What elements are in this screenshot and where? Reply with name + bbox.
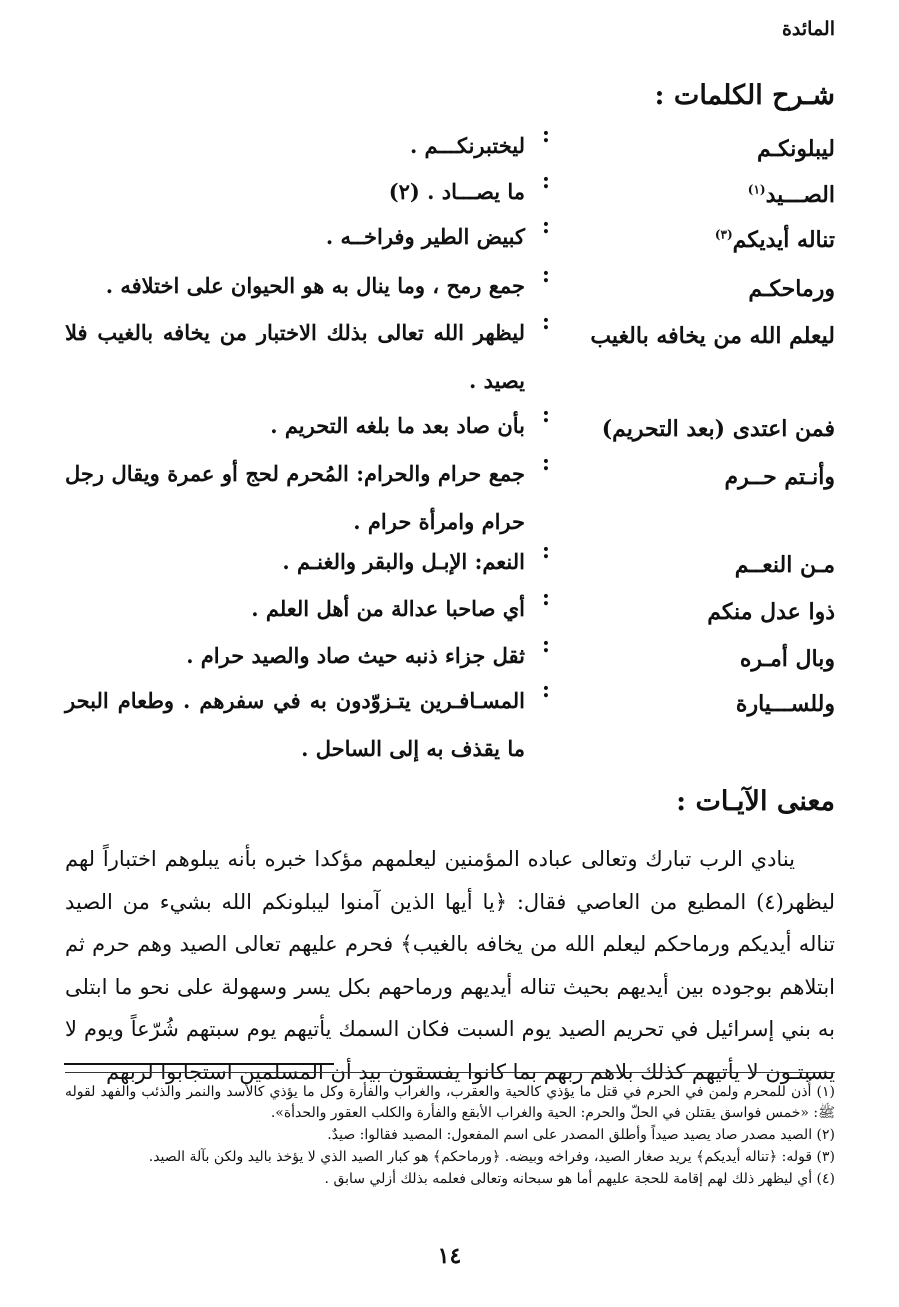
glossary-colon: : bbox=[541, 213, 550, 239]
glossary-term bbox=[600, 227, 835, 253]
glossary-term bbox=[600, 182, 835, 208]
footnote-1: (١) أُذن للمحرم ولمن في الحرم في قتل ما يؤذي كالحية والعقرب، والغراب والفأرة وكل ما يؤذي كالأسد والنمر والذئب والفهد لقوله ﷺ: «خمس فواسق يقتلن في الحلّ والحرم: الحية والغراب الأبقع والفأرة والكلب العقور والحدأة». bbox=[65, 1084, 835, 1121]
footnote-marker: (١) bbox=[747, 182, 766, 197]
glossary-row bbox=[65, 309, 835, 393]
footnote-divider bbox=[65, 1072, 835, 1073]
glossary-colon: : bbox=[541, 402, 550, 428]
glossary-definition: النعم: الإبـل والبقر والغنـم . bbox=[282, 549, 525, 574]
glossary-term bbox=[600, 464, 835, 490]
glossary-definition: ثقل جزاء ذنبه حيث صاد والصيد حرام . bbox=[186, 643, 525, 668]
glossary-term-text: وأنـتم حــرم bbox=[724, 464, 835, 490]
meaning-paragraph: ينادي الرب تبارك وتعالى عباده المؤمنين ليعلمهم مؤكدا خبره بأنه يبلوهم اختباراً لهم ليظهر(٤) المطيع من العاصي فقال: ﴿يا أيها الذين آمنوا ليبلونكم الله بشيء من الصيد تناله أيديكم ورماحكم ليعلم الله من يخافه بالغيب﴾ فحرم عليهم تعالى الصيد وهم حرم ثم ابتلاهم بوجوده بين أيديهم بحيث تناله أيديهم ورماحهم بكل يسر وسهولة على نحو ما ابتلى به بني إسرائيل في تحريم الصيد يوم السبت فكان السمك يأتيهم يوم سبتهم شُرّعاً ويوم لا يسبتـون لا يأتيهم كذلك بلاهم ربهم بما كانوا يفسقون بيد أن المسلمين استجابوا لربهم bbox=[65, 847, 835, 1084]
glossary-colon: : bbox=[541, 677, 550, 703]
glossary-row bbox=[65, 213, 835, 269]
footnote-2: (٢) الصيد مصدر صاد يصيد صيداً وأطلق المصدر على اسم المفعول: المصيد فقالوا: صيدٌ. bbox=[327, 1127, 835, 1143]
glossary-term bbox=[600, 276, 835, 302]
glossary-definition: بأن صاد بعد ما بلغه التحريم . bbox=[270, 413, 525, 438]
footnote-marker: (٣) bbox=[714, 227, 733, 242]
glossary-colon: : bbox=[541, 585, 550, 611]
glossary-term-text: ليبلونكـم bbox=[757, 136, 835, 162]
glossary-row bbox=[65, 677, 835, 761]
glossary-term-text: وللســـيارة bbox=[735, 691, 835, 717]
glossary-definition: كبيض الطير وفراخــه . bbox=[325, 224, 525, 249]
glossary-term-text: وبال أمـره bbox=[739, 646, 835, 672]
glossary-definition: المسـافـرين يتـزوّدون به في سفرهم . وطعام البحر ما يقذف به إلى الساحل . bbox=[65, 688, 525, 761]
footnotes bbox=[65, 1082, 835, 1191]
glossary-colon: : bbox=[541, 450, 550, 476]
glossary-colon: : bbox=[541, 632, 550, 658]
glossary-definition: ليختبرنكـــم . bbox=[409, 133, 525, 158]
glossary-term bbox=[600, 691, 835, 717]
surah-header: المائدة bbox=[781, 18, 835, 40]
glossary-row bbox=[65, 450, 835, 534]
glossary-term bbox=[600, 552, 835, 578]
glossary-term-text: ورماحكـم bbox=[748, 276, 835, 302]
glossary-term bbox=[600, 646, 835, 672]
glossary-definition: أي صاحبا عدالة من أهل العلم . bbox=[251, 596, 525, 621]
page-number: ١٤ bbox=[437, 1243, 462, 1269]
glossary-title: شـرح الكلمات : bbox=[654, 80, 835, 111]
glossary-term bbox=[600, 136, 835, 162]
glossary-term-text: مـن النعــم bbox=[734, 552, 835, 578]
glossary-definition: ما يصـــاد . (٢) bbox=[388, 179, 525, 204]
glossary-colon: : bbox=[541, 262, 550, 288]
glossary-term bbox=[590, 323, 835, 349]
glossary-colon: : bbox=[541, 168, 550, 194]
glossary-colon: : bbox=[541, 538, 550, 564]
glossary-term-text: تناله أيديكم bbox=[732, 227, 835, 253]
glossary-colon: : bbox=[541, 122, 550, 148]
glossary-term-text: فمن اعتدى (بعد التحريم) bbox=[601, 416, 835, 442]
meaning-title: معنى الآيـات : bbox=[676, 786, 835, 817]
glossary-definition: ليظهر الله تعالى بذلك الاختبار من يخافه بالغيب فلا يصيد . bbox=[65, 320, 525, 393]
glossary-term bbox=[600, 599, 835, 625]
glossary-term bbox=[600, 416, 835, 442]
glossary-term-text: الصـــيد bbox=[765, 182, 835, 208]
footnote-4: (٤) أي ليظهر ذلك لهم إقامة للحجة عليهم أما هو سبحانه وتعالى فعلمه بذلك أزلي سابق . bbox=[324, 1171, 835, 1187]
underline-mark bbox=[64, 1063, 334, 1065]
glossary-term-text: ليعلم الله من يخافه بالغيب bbox=[590, 323, 835, 349]
glossary-term-text: ذوا عدل منكم bbox=[707, 599, 835, 625]
glossary-definition: جمع رمح ، وما ينال به هو الحيوان على اختلافه . bbox=[105, 273, 525, 298]
glossary-definition: جمع حرام والحرام: المُحرم لحج أو عمرة ويقال رجل حرام وامرأة حرام . bbox=[65, 461, 525, 534]
glossary-colon: : bbox=[541, 309, 550, 335]
footnote-3: (٣) قوله: ﴿تناله أيديكم﴾ يريد صغار الصيد، وفراخه وبيضه. ﴿ورماحكم﴾ هو كبار الصيد الذي لا يؤخذ باليد ولكن بآلة الصيد. bbox=[148, 1149, 835, 1165]
